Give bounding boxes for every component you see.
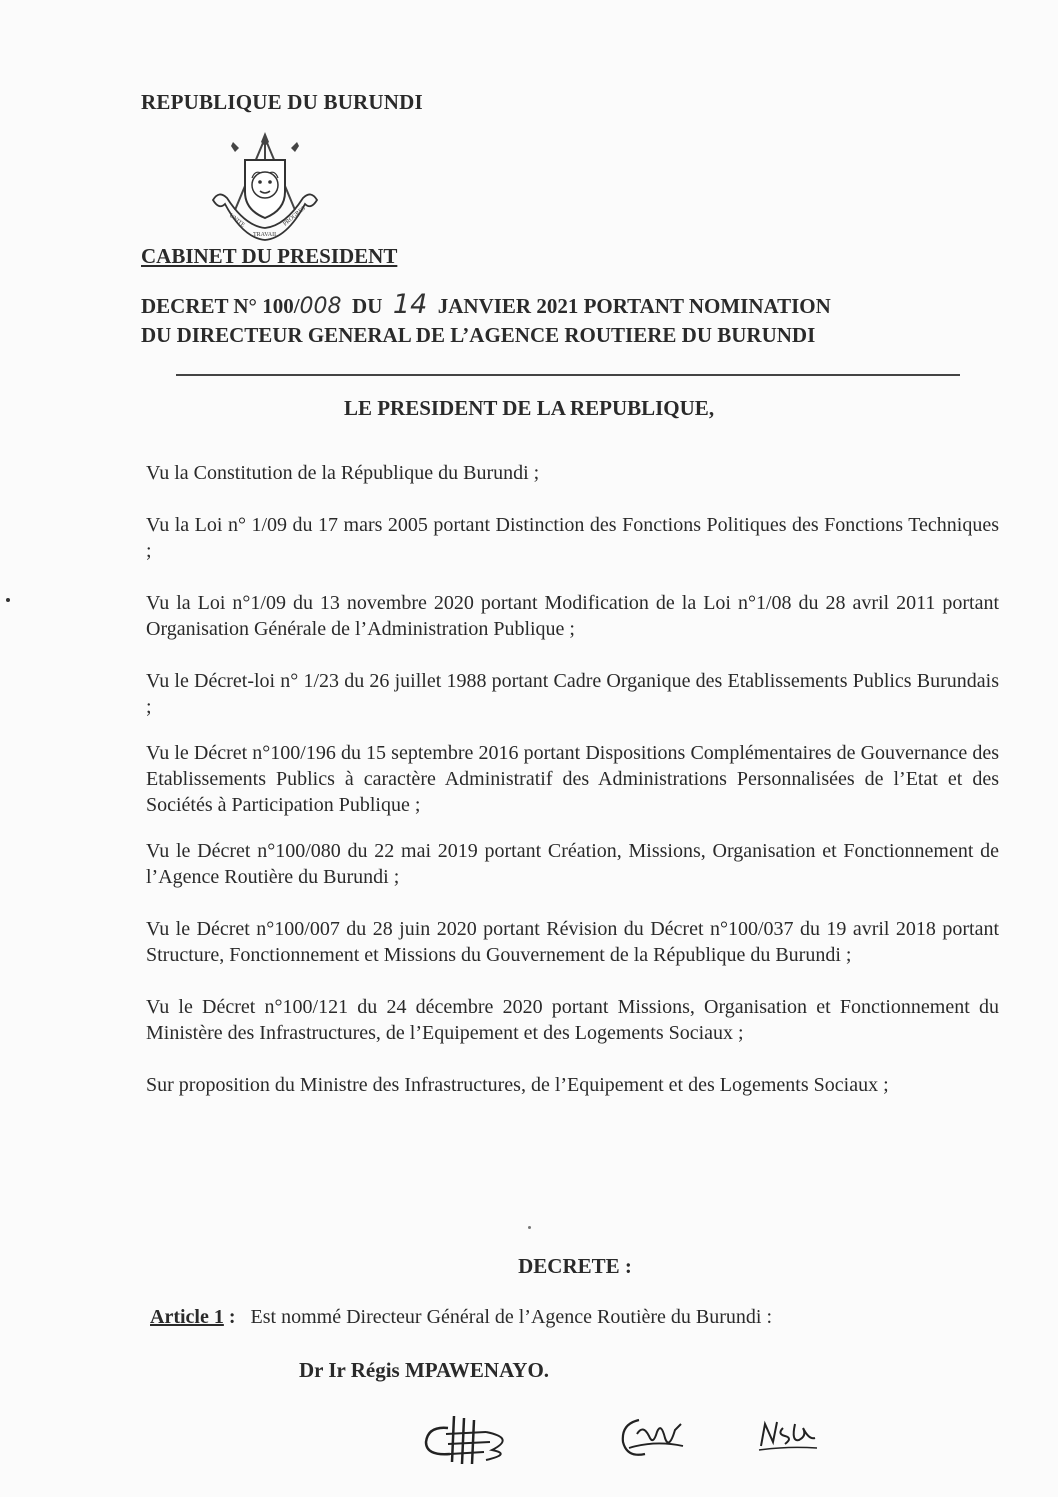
republic-header: REPUBLIQUE DU BURUNDI (141, 90, 423, 114)
consideration-item: Vu le Décret n°100/007 du 28 juin 2020 portant Révision du Décret n°100/037 du 19 avril 2018 portant Structure, Fonctionnement et Missions du Gouvernement de la République du Burundi ; (146, 918, 999, 966)
consideration-item: Vu la Constitution de la République du Burundi ; (146, 462, 540, 484)
consideration-item: Vu le Décret n°100/196 du 15 septembre 2016 portant Dispositions Complémentaires de Gouvernance des Etablissements Publics à caractère Administratif des Administrations Personnalisées de l’Etat et des Sociétés à Participation Publique ; (146, 742, 999, 816)
svg-text:UNITE: UNITE (227, 212, 246, 229)
consideration-item: Sur proposition du Ministre des Infrastructures, de l’Equipement et des Logements Sociaux ; (146, 1074, 889, 1096)
signature-initials-2 (615, 1410, 690, 1465)
president-heading: LE PRESIDENT DE LA REPUBLIQUE, (343, 396, 715, 420)
article-1-label: Article 1 (150, 1306, 224, 1328)
consideration-item: Vu la Loi n° 1/09 du 17 mars 2005 portant Distinction des Fonctions Politiques des Fonctions Techniques ; (146, 514, 999, 562)
article-1 (150, 1306, 772, 1329)
svg-text:TRAVAIL: TRAVAIL (253, 232, 278, 238)
consideration-item: Vu le Décret n°100/121 du 24 décembre 2020 portant Missions, Organisation et Fonctionnement du Ministère des Infrastructures, de l’Equipement et des Logements Sociaux ; (146, 996, 999, 1044)
decrete-heading: DECRETE : (518, 1254, 632, 1278)
decree-du: DU (352, 294, 383, 318)
consideration-item: Vu le Décret n°100/080 du 22 mai 2019 portant Création, Missions, Organisation et Fonctionnement de l’Agence Routière du Burundi ; (146, 840, 999, 888)
handwritten-decree-number: 008 (299, 294, 342, 319)
scan-speck (6, 598, 10, 602)
cabinet-header: CABINET DU PRESIDENT (141, 244, 398, 268)
title-divider (176, 374, 960, 376)
coat-of-arms-icon (205, 130, 325, 250)
nominee-name: Dr Ir Régis MPAWENAYO. (299, 1358, 550, 1382)
handwritten-decree-day: 14 (392, 289, 428, 320)
consideration-item: Vu la Loi n°1/09 du 13 novembre 2020 portant Modification de la Loi n°1/08 du 28 avril 2011 portant Organisation Générale de l’Administration Publique ; (146, 592, 999, 640)
decree-number-prefix: DECRET N° 100/ (141, 294, 300, 318)
decree-title-line2: DU DIRECTEUR GENERAL DE L’AGENCE ROUTIERE DU BURUNDI (141, 323, 816, 347)
article-1-text: Est nommé Directeur Général de l’Agence Routière du Burundi : (250, 1306, 773, 1328)
svg-text:PROGRES: PROGRES (282, 205, 307, 228)
considerations-block (146, 460, 999, 1124)
decree-title (141, 290, 1001, 350)
scan-speck (528, 1226, 531, 1229)
decree-title-line1: JANVIER 2021 PORTANT NOMINATION (437, 294, 831, 318)
consideration-item: Vu le Décret-loi n° 1/23 du 26 juillet 1988 portant Cadre Organique des Etablissements Publics Burundais ; (146, 670, 999, 718)
signature-initials-3 (755, 1412, 820, 1457)
article-1-separator: : (223, 1306, 236, 1328)
signature-initials-1 (420, 1410, 520, 1470)
